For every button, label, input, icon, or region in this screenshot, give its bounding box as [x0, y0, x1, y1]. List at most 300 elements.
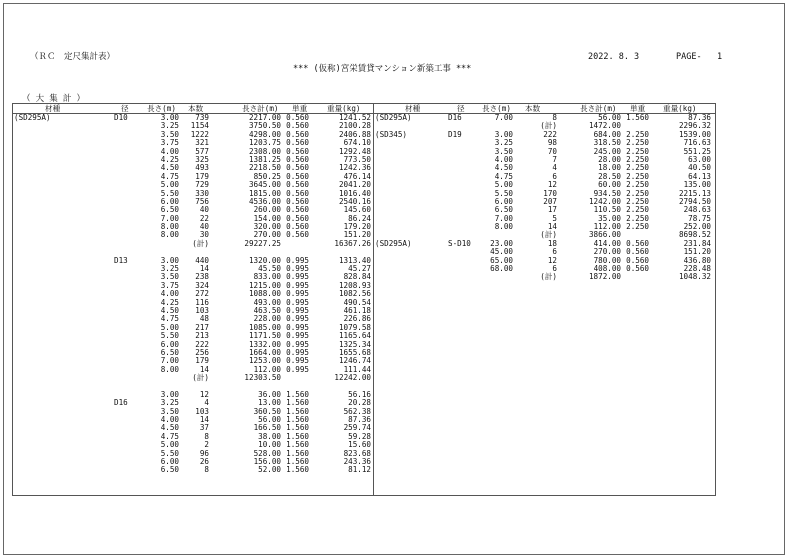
table-cell: 1539.00 — [678, 129, 711, 139]
left-header-total-length: 長さ計(m) — [242, 104, 279, 113]
table-cell: 56.16 — [348, 389, 371, 399]
table-cell: (計) — [192, 373, 209, 383]
table-cell: D13 — [114, 255, 128, 265]
table-cell: 6.00 — [160, 457, 179, 467]
table-cell: 6.50 — [160, 465, 179, 475]
table-cell: 231.84 — [683, 238, 711, 248]
table-cell: 0.995 — [286, 280, 309, 290]
table-cell: 5.00 — [160, 322, 179, 332]
table-cell: 684.00 — [593, 129, 621, 139]
table-cell: 4298.00 — [248, 129, 281, 139]
table-cell: 10.00 — [258, 440, 281, 450]
table-cell: 56.00 — [598, 113, 621, 122]
table-cell: 12 — [547, 180, 557, 190]
table-cell — [448, 173, 482, 181]
table-cell: 0.560 — [626, 264, 649, 274]
table-cell: 6 — [552, 247, 557, 257]
table-cell: (計) — [540, 230, 557, 240]
right-weight-column — [659, 114, 711, 282]
table-cell: 0.560 — [286, 213, 309, 223]
table-cell: 7.00 — [494, 113, 513, 122]
table-cell: 6.00 — [160, 196, 179, 206]
table-cell: 828.84 — [343, 272, 371, 282]
table-cell — [448, 181, 482, 189]
table-cell: 1171.50 — [248, 331, 281, 341]
table-cell — [448, 223, 482, 231]
table-cell: 222 — [543, 129, 557, 139]
left-total-length-column — [233, 114, 281, 475]
table-cell: 2215.13 — [678, 188, 711, 198]
right-header-length: 長さ(m) — [482, 104, 511, 113]
table-cell: 5.50 — [160, 188, 179, 198]
right-header-count: 本数 — [525, 104, 541, 113]
table-cell: 8.00 — [160, 230, 179, 240]
right-unit-weight-column — [623, 114, 649, 282]
left-length-column — [149, 114, 179, 475]
table-cell: 4.25 — [160, 154, 179, 164]
table-cell: 6.50 — [494, 205, 513, 215]
table-cell — [375, 181, 435, 189]
table-cell: 3.00 — [494, 129, 513, 139]
table-cell: 59.28 — [348, 431, 371, 441]
left-material-column — [14, 114, 74, 122]
table-cell: 78.75 — [688, 213, 711, 223]
table-cell: 151.20 — [683, 247, 711, 257]
table-cell: 2.250 — [626, 146, 649, 156]
table-cell: 207 — [543, 196, 557, 206]
table-cell: (SD295A) — [375, 238, 412, 248]
table-cell: 48 — [199, 314, 209, 324]
table-cell: 3.50 — [160, 129, 179, 139]
table-cell: 0.995 — [286, 297, 309, 307]
table-cell: 1815.00 — [248, 188, 281, 198]
left-unit-weight-column — [283, 114, 309, 475]
table-cell: 14 — [547, 222, 557, 232]
table-cell: 436.80 — [683, 255, 711, 265]
table-cell — [448, 156, 482, 164]
table-cell — [448, 206, 482, 214]
table-cell: 1.560 — [286, 406, 309, 416]
table-cell — [375, 164, 435, 172]
right-header-weight: 重量(kg) — [663, 104, 697, 113]
table-cell: 716.63 — [683, 138, 711, 148]
table-cell: 3.50 — [160, 406, 179, 416]
table-cell: 0.560 — [286, 154, 309, 164]
table-cell: 28.50 — [598, 171, 621, 181]
table-cell: 4 — [204, 398, 209, 408]
table-cell: 1872.00 — [588, 272, 621, 282]
table-cell: 1048.32 — [678, 272, 711, 282]
table-cell: 272 — [195, 289, 209, 299]
table-cell: 0.995 — [286, 364, 309, 374]
table-cell — [375, 173, 435, 181]
table-cell: 29227.25 — [244, 238, 281, 248]
table-cell: 1208.93 — [338, 280, 371, 290]
table-cell: 245.00 — [593, 146, 621, 156]
table-cell: 36.00 — [258, 389, 281, 399]
table-cell: 103 — [195, 406, 209, 416]
table-cell: 1.560 — [626, 113, 649, 122]
table-cell: 0.995 — [286, 264, 309, 274]
table-cell: 493.00 — [253, 297, 281, 307]
table-cell: 5.00 — [160, 180, 179, 190]
table-cell: 0.560 — [286, 163, 309, 173]
table-cell: 360.50 — [253, 406, 281, 416]
table-cell: 3.25 — [160, 121, 179, 131]
table-cell: 1215.00 — [248, 280, 281, 290]
table-cell: 3750.50 — [248, 121, 281, 131]
table-cell: 259.74 — [343, 423, 371, 433]
table-cell: 773.50 — [343, 154, 371, 164]
table-cell: 2.250 — [626, 205, 649, 215]
table-cell: 330 — [195, 188, 209, 198]
table-center-divider — [373, 104, 374, 495]
table-cell: 14 — [199, 364, 209, 374]
table-cell: 756 — [195, 196, 209, 206]
left-header-count: 本数 — [188, 104, 204, 113]
table-cell: 228.48 — [683, 264, 711, 274]
table-cell: 40.50 — [688, 163, 711, 173]
table-cell: 8.00 — [160, 364, 179, 374]
table-cell: 243.36 — [343, 457, 371, 467]
table-cell: 3.00 — [160, 113, 179, 122]
table-cell: 30 — [199, 230, 209, 240]
table-cell: (計) — [192, 238, 209, 248]
table-cell: 12242.00 — [334, 373, 371, 383]
right-length-column — [483, 114, 513, 273]
table-cell: 476.14 — [343, 171, 371, 181]
table-cell: 60.00 — [598, 180, 621, 190]
table-cell: 13.00 — [258, 398, 281, 408]
table-cell: 2.250 — [626, 163, 649, 173]
report-name: （ＲＣ 定尺集計表） — [30, 52, 116, 62]
table-cell: (SD295A) — [14, 113, 51, 122]
table-cell: 5.00 — [160, 440, 179, 450]
table-cell: 179.20 — [343, 222, 371, 232]
table-cell: 226.86 — [343, 314, 371, 324]
table-cell: 0.995 — [286, 356, 309, 366]
table-cell: (計) — [540, 272, 557, 282]
table-cell: 0.995 — [286, 255, 309, 265]
table-cell — [448, 164, 482, 172]
right-header-unit-weight: 単重 — [630, 104, 646, 113]
table-cell: 260.00 — [253, 205, 281, 215]
left-header-length: 長さ(m) — [147, 104, 176, 113]
table-cell: 320.00 — [253, 222, 281, 232]
table-cell: 1088.00 — [248, 289, 281, 299]
table-cell: 87.36 — [348, 415, 371, 425]
table-cell: 64.13 — [688, 171, 711, 181]
table-cell: 4.75 — [160, 314, 179, 324]
right-header-total-length: 長さ計(m) — [580, 104, 617, 113]
table-cell: 22 — [199, 213, 209, 223]
table-cell: 4.50 — [160, 305, 179, 315]
table-cell: 112.00 — [253, 364, 281, 374]
table-cell: 18.00 — [598, 163, 621, 173]
table-cell: 1.560 — [286, 440, 309, 450]
table-cell: 3.25 — [160, 398, 179, 408]
table-cell: 1242.00 — [588, 196, 621, 206]
table-cell: 1.560 — [286, 431, 309, 441]
table-cell: 0.995 — [286, 347, 309, 357]
table-cell: 23.00 — [490, 238, 513, 248]
table-cell: 1381.25 — [248, 154, 281, 164]
report-date: 2022. 8. 3 — [588, 52, 640, 62]
table-cell — [623, 273, 649, 281]
table-cell: 81.12 — [348, 465, 371, 475]
table-cell — [375, 215, 435, 223]
table-cell: 1.560 — [286, 423, 309, 433]
table-cell: 179 — [195, 171, 209, 181]
table-cell: 3.50 — [494, 146, 513, 156]
right-header-diameter: 径 — [457, 104, 465, 113]
table-cell: 6 — [552, 264, 557, 274]
table-cell: 408.00 — [593, 264, 621, 274]
table-cell: 0.560 — [286, 113, 309, 122]
page-number: PAGE- 1 — [676, 52, 723, 62]
report-title: *** (仮称)宮栄賃貸マンション新築工事 *** — [293, 64, 472, 74]
table-cell: 4.75 — [160, 171, 179, 181]
table-cell: 6.50 — [160, 347, 179, 357]
table-cell: 0.995 — [286, 314, 309, 324]
table-cell — [375, 223, 435, 231]
table-cell: 2100.28 — [338, 121, 371, 131]
table-cell: 1079.58 — [338, 322, 371, 332]
table-cell: D16 — [114, 398, 128, 408]
table-cell: 0.560 — [286, 222, 309, 232]
table-cell: 414.00 — [593, 238, 621, 248]
table-cell: 823.68 — [343, 448, 371, 458]
table-cell: 0.560 — [286, 146, 309, 156]
table-cell: 1.560 — [286, 457, 309, 467]
table-cell: 4.00 — [160, 146, 179, 156]
table-cell: 3.75 — [160, 138, 179, 148]
table-cell: 8.00 — [160, 222, 179, 232]
table-cell: 0.995 — [286, 339, 309, 349]
table-cell: 18 — [547, 238, 557, 248]
table-cell — [448, 148, 482, 156]
table-cell: 1320.00 — [248, 255, 281, 265]
table-cell: 528.00 — [253, 448, 281, 458]
table-cell: 35.00 — [598, 213, 621, 223]
table-cell — [375, 148, 435, 156]
left-diameter-column — [114, 114, 144, 483]
table-cell: 1165.64 — [338, 331, 371, 341]
table-cell: 70 — [547, 146, 557, 156]
table-cell: 1655.68 — [338, 347, 371, 357]
table-cell: 222 — [195, 339, 209, 349]
table-cell: 0.995 — [286, 305, 309, 315]
table-cell: 490.54 — [343, 297, 371, 307]
table-cell — [114, 475, 144, 483]
table-cell: 40 — [199, 205, 209, 215]
table-cell: 1246.74 — [338, 356, 371, 366]
table-cell: 2540.16 — [338, 196, 371, 206]
table-cell: 151.20 — [343, 230, 371, 240]
table-cell: 4 — [552, 163, 557, 173]
table-cell: 3.25 — [160, 264, 179, 274]
table-cell: 1242.36 — [338, 163, 371, 173]
table-cell: 135.00 — [683, 180, 711, 190]
table-cell: 1222 — [190, 129, 209, 139]
table-cell — [375, 139, 435, 147]
table-cell: 7.00 — [494, 213, 513, 223]
table-cell — [375, 190, 435, 198]
table-cell: 96 — [199, 448, 209, 458]
table-cell: 103 — [195, 305, 209, 315]
table-cell: 12303.50 — [244, 373, 281, 383]
table-cell: 1313.40 — [338, 255, 371, 265]
table-cell: 270.00 — [253, 230, 281, 240]
table-cell: 65.00 — [490, 255, 513, 265]
table-cell — [375, 156, 435, 164]
table-cell: 87.36 — [688, 113, 711, 122]
table-cell: 780.00 — [593, 255, 621, 265]
table-cell: 6.50 — [160, 205, 179, 215]
table-cell: 7 — [552, 154, 557, 164]
table-cell: 17 — [547, 205, 557, 215]
table-cell: 1.560 — [286, 465, 309, 475]
table-cell: 98 — [547, 138, 557, 148]
table-cell — [448, 190, 482, 198]
right-diameter-column — [448, 114, 482, 248]
table-cell: 4536.00 — [248, 196, 281, 206]
table-cell: 0.560 — [286, 180, 309, 190]
table-cell: 1292.48 — [338, 146, 371, 156]
table-cell: 45.00 — [490, 247, 513, 257]
left-header-material: 材種 — [45, 104, 61, 113]
table-cell: 37 — [199, 423, 209, 433]
table-cell: 7.00 — [160, 356, 179, 366]
table-cell: 3.00 — [160, 255, 179, 265]
table-cell: 14 — [199, 415, 209, 425]
table-cell: 1472.00 — [588, 121, 621, 131]
table-cell: 577 — [195, 146, 209, 156]
table-cell: 5 — [552, 213, 557, 223]
table-cell: 8 — [204, 431, 209, 441]
table-cell: 2.250 — [626, 138, 649, 148]
table-cell: 4.25 — [160, 297, 179, 307]
table-cell: 1203.75 — [248, 138, 281, 148]
table-cell: 68.00 — [490, 264, 513, 274]
table-cell: 1.560 — [286, 415, 309, 425]
table-cell: 318.50 — [593, 138, 621, 148]
table-cell: 2217.00 — [248, 113, 281, 122]
right-material-column — [375, 114, 435, 248]
table-cell: 156.00 — [253, 457, 281, 467]
table-cell: 493 — [195, 163, 209, 173]
table-cell: 4.75 — [160, 431, 179, 441]
table-cell: 739 — [195, 113, 209, 122]
table-cell: 551.25 — [683, 146, 711, 156]
left-count-column — [181, 114, 209, 475]
table-cell: 5.50 — [494, 188, 513, 198]
table-cell: 0.560 — [626, 255, 649, 265]
table-cell: 8.00 — [494, 222, 513, 232]
table-cell: 0.560 — [286, 171, 309, 181]
table-cell: 324 — [195, 280, 209, 290]
table-cell: 4.00 — [160, 415, 179, 425]
table-cell: 248.63 — [683, 205, 711, 215]
table-cell: 8 — [204, 465, 209, 475]
table-cell: (計) — [540, 121, 557, 131]
table-cell: 116 — [195, 297, 209, 307]
left-weight-column — [321, 114, 371, 475]
table-cell: 52.00 — [258, 465, 281, 475]
table-cell: 2.250 — [626, 154, 649, 164]
table-cell: 0.560 — [626, 247, 649, 257]
table-cell: 1085.00 — [248, 322, 281, 332]
table-cell: 8 — [552, 113, 557, 122]
left-header-diameter: 径 — [121, 104, 129, 113]
table-cell: 4.00 — [160, 289, 179, 299]
table-cell: 2.250 — [626, 213, 649, 223]
table-cell: 1325.34 — [338, 339, 371, 349]
table-cell: 170 — [543, 188, 557, 198]
table-cell: 2218.50 — [248, 163, 281, 173]
table-cell: 5.50 — [160, 331, 179, 341]
table-cell — [448, 198, 482, 206]
table-cell: 14 — [199, 264, 209, 274]
table-cell: 4.00 — [494, 154, 513, 164]
table-cell: 729 — [195, 180, 209, 190]
table-cell: 1241.52 — [338, 113, 371, 122]
table-cell: 26 — [199, 457, 209, 467]
table-cell: 1016.40 — [338, 188, 371, 198]
table-cell — [448, 139, 482, 147]
table-cell: 1253.00 — [248, 356, 281, 366]
table-cell: D19 — [448, 129, 462, 139]
table-cell: 15.60 — [348, 440, 371, 450]
table-cell: 2308.00 — [248, 146, 281, 156]
table-cell: 0.560 — [286, 188, 309, 198]
table-cell: 5.00 — [494, 180, 513, 190]
table-cell: 38.00 — [258, 431, 281, 441]
table-cell: 440 — [195, 255, 209, 265]
table-cell: 1154 — [190, 121, 209, 131]
left-header-unit-weight: 単重 — [292, 104, 308, 113]
table-cell: 325 — [195, 154, 209, 164]
table-cell: 3.00 — [160, 389, 179, 399]
table-cell: 0.560 — [286, 205, 309, 215]
table-cell — [375, 206, 435, 214]
table-cell: 8698.52 — [678, 230, 711, 240]
table-cell: 3645.00 — [248, 180, 281, 190]
table-cell: 0.560 — [286, 196, 309, 206]
table-cell: 0.560 — [626, 238, 649, 248]
table-cell: 213 — [195, 331, 209, 341]
summary-table — [12, 103, 716, 496]
table-cell: 833.00 — [253, 272, 281, 282]
table-cell: 562.38 — [343, 406, 371, 416]
table-cell: (SD345) — [375, 129, 408, 139]
table-cell: 4.50 — [160, 163, 179, 173]
table-cell: 2.250 — [626, 180, 649, 190]
table-cell: 321 — [195, 138, 209, 148]
table-cell: 145.60 — [343, 205, 371, 215]
table-cell: 3.25 — [494, 138, 513, 148]
table-cell: 2.250 — [626, 196, 649, 206]
table-cell: 1664.00 — [248, 347, 281, 357]
table-cell: 461.18 — [343, 305, 371, 315]
table-cell: 110.50 — [593, 205, 621, 215]
table-cell: 6.00 — [494, 196, 513, 206]
right-count-column — [523, 114, 557, 282]
table-cell: 228.00 — [253, 314, 281, 324]
table-cell: 3866.00 — [588, 230, 621, 240]
table-cell: 112.00 — [593, 222, 621, 232]
table-cell: 0.995 — [286, 322, 309, 332]
